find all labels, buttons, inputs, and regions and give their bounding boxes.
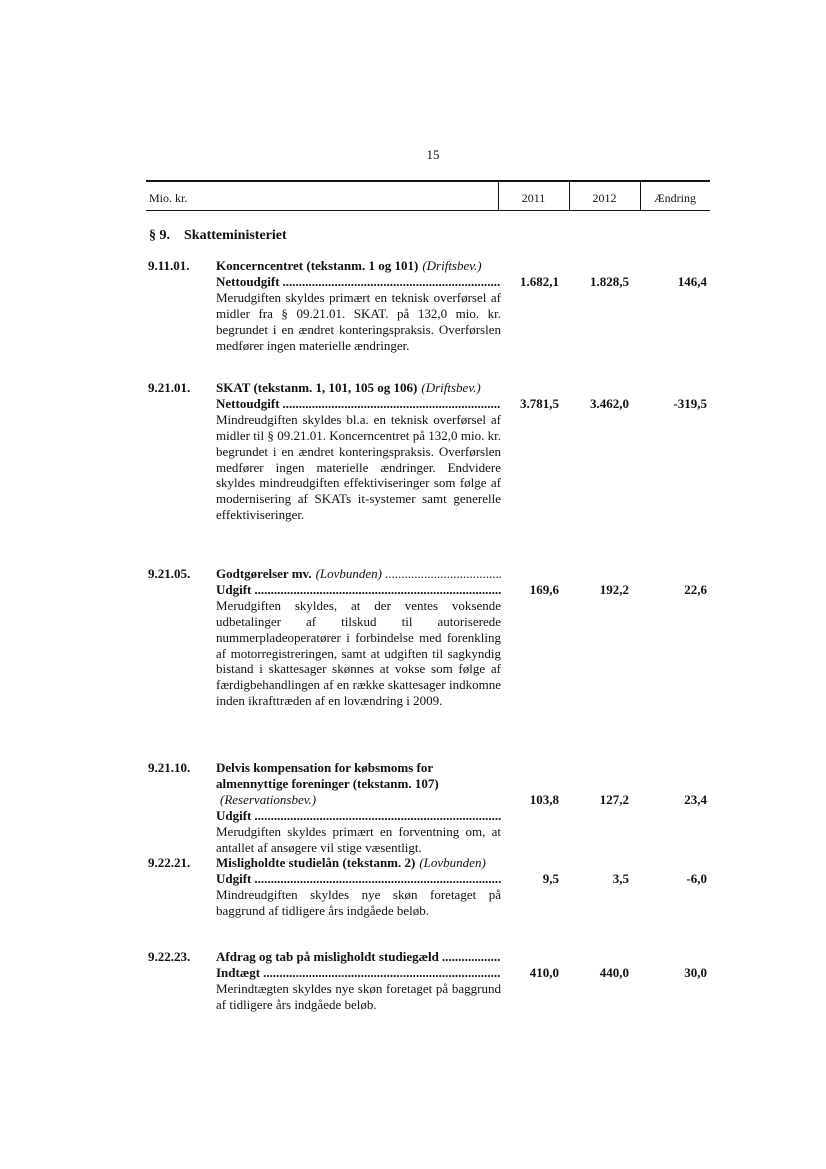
entry-description: Mindreudgiften skyldes nye skøn foretaget på baggrund af tidligere års indgåede beløb. xyxy=(216,886,501,918)
value-2011: 9,5 xyxy=(542,871,559,886)
header-label: Mio. kr. xyxy=(149,191,188,205)
value-2012: 127,2 xyxy=(599,792,629,807)
appropriation-type: (Lovbunden) xyxy=(419,855,486,870)
entry-body xyxy=(216,566,501,709)
leader-dots xyxy=(382,566,501,582)
entry-title: Koncerncentret (tekstanm. 1 og 101) xyxy=(216,258,419,273)
value-2011: 103,8 xyxy=(529,792,559,807)
header-2012: 2012 xyxy=(592,191,617,205)
entry-body xyxy=(216,855,501,919)
leader-dots xyxy=(280,396,501,412)
page-number: 15 xyxy=(426,147,440,162)
leader-dots xyxy=(251,871,501,887)
section-heading: § 9. Skatteministeriet xyxy=(149,228,287,243)
value-change: 22,6 xyxy=(684,582,707,597)
leader-dots xyxy=(251,808,501,824)
entry-title: Delvis kompensation for købsmoms for almennyttige foreninger (tekstanm. 107) xyxy=(216,760,439,791)
leader-dots xyxy=(251,582,501,598)
value-2011: 1.682,1 xyxy=(520,274,559,289)
entry-description: Merudgiften skyldes primært en teknisk overførsel af midler fra § 09.21.01. SKAT. på 132,0 mio. kr. begrundet i en ændret konteringspraksis. Overførslen medfører ingen materielle ændringer. xyxy=(216,289,501,353)
entry-description: Merudgiften skyldes, at der ventes voksende udbetalinger af tilskud til autoriserede nummerpladeoperatører i forbindelse med forenkling af motorregistreringen, samt at udgiften til sagkyndig bistand i skattesager skønnes at vokse som følge af færdigbehandlingen af en række skattesager indkomne inden ikrafttræden af en lovændring i 2009. xyxy=(216,597,501,709)
value-2011: 169,6 xyxy=(529,582,559,597)
entry-description: Merindtægten skyldes nye skøn foretaget på baggrund af tidligere års indgåede beløb. xyxy=(216,980,501,1012)
value-change: 30,0 xyxy=(684,965,707,980)
line-label: Udgift xyxy=(216,581,252,597)
header-2011: 2011 xyxy=(521,191,546,205)
line-label: Udgift xyxy=(216,807,252,823)
account-number: 9.22.21. xyxy=(148,855,191,870)
value-2012: 192,2 xyxy=(599,582,629,597)
entry-title: SKAT (tekstanm. 1, 101, 105 og 106) xyxy=(216,380,418,395)
value-2012: 3.462,0 xyxy=(590,396,629,411)
appropriation-type: (Lovbunden) xyxy=(315,566,383,581)
leader-dots xyxy=(439,949,501,965)
value-2011: 3.781,5 xyxy=(520,396,559,411)
account-number: 9.11.01. xyxy=(148,258,190,273)
appropriation-type: (Driftsbev.) xyxy=(421,380,481,395)
appropriation-type: (Reservationsbev.) xyxy=(220,791,317,807)
value-change: -319,5 xyxy=(673,396,707,411)
entry-body xyxy=(216,949,501,1013)
line-label: Udgift xyxy=(216,870,252,886)
entry-body xyxy=(216,258,501,353)
value-change: 146,4 xyxy=(677,274,707,289)
line-label: Indtægt xyxy=(216,964,261,980)
entry-body xyxy=(216,380,501,523)
entry-title: Afdrag og tab på misligholdt studiegæld xyxy=(216,949,439,964)
account-number: 9.21.01. xyxy=(148,380,191,395)
line-label: Nettoudgift xyxy=(216,273,280,289)
header-bottom-rule xyxy=(146,210,710,211)
entry-title: Godtgørelser mv. xyxy=(216,566,312,581)
entry-title: Misligholdte studielån (tekstanm. 2) xyxy=(216,855,416,870)
entry-description: Merudgiften skyldes primært en forventning om, at antallet af ansøgere vil stige væsentligt. xyxy=(216,823,501,855)
account-number: 9.21.10. xyxy=(148,760,191,775)
account-number: 9.21.05. xyxy=(148,566,191,581)
header-top-rule xyxy=(146,180,710,182)
value-change: 23,4 xyxy=(684,792,707,807)
account-number: 9.22.23. xyxy=(148,949,191,964)
value-2012: 1.828,5 xyxy=(590,274,629,289)
entry-body xyxy=(216,760,501,855)
leader-dots xyxy=(260,965,501,981)
line-label: Nettoudgift xyxy=(216,395,280,411)
appropriation-type: (Driftsbev.) xyxy=(422,258,482,273)
leader-dots xyxy=(280,274,501,290)
value-2012: 440,0 xyxy=(599,965,629,980)
entry-description: Mindreudgiften skyldes bl.a. en teknisk overførsel af midler til § 09.21.01. Koncerncentret på 132,0 mio. kr. begrundet i en ændret konteringspraksis. Overførslen medfører ingen materielle ændringer. Endvidere skyldes mindreudgiften effektiviseringer som følge af modernisering af SKATs it-systemer samt generelle effektiviseringer. xyxy=(216,411,501,523)
value-2011: 410,0 xyxy=(529,965,559,980)
value-change: -6,0 xyxy=(686,871,707,886)
value-2012: 3,5 xyxy=(612,871,629,886)
header-change: Ændring xyxy=(654,191,696,205)
